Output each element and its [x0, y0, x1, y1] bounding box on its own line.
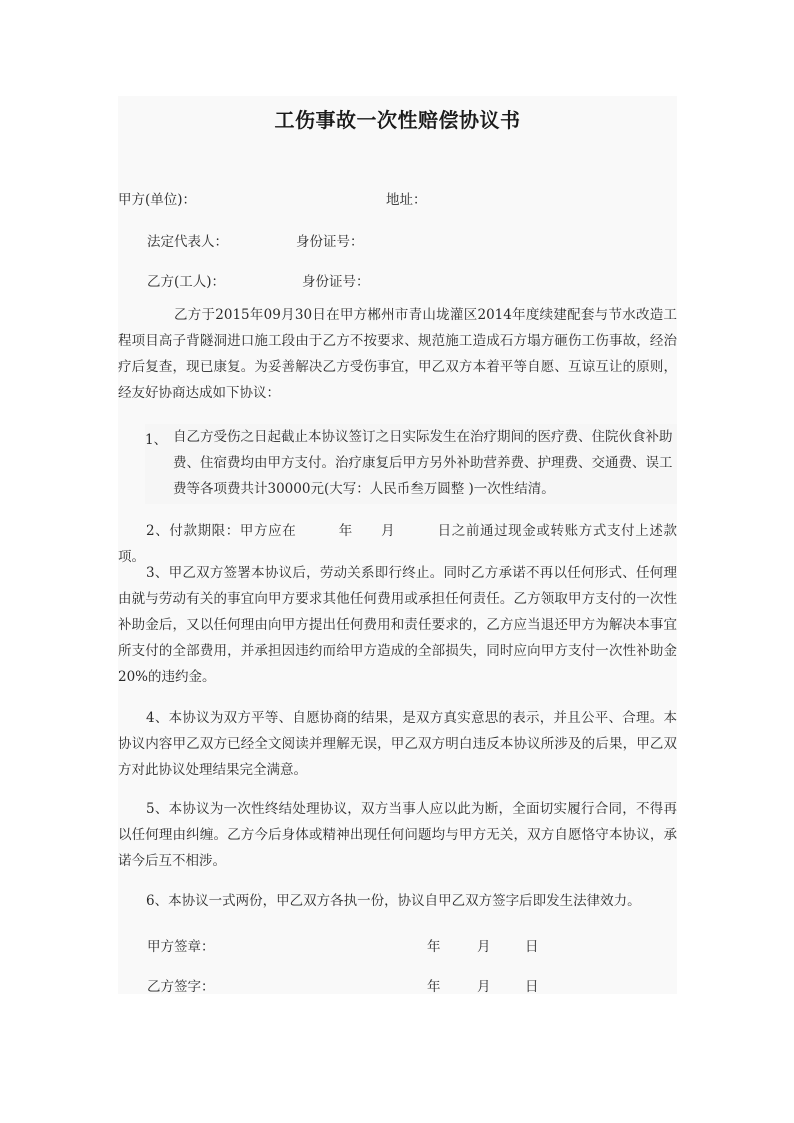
party-a-label: 甲方(单位)：: [118, 192, 197, 208]
signature-label: 甲方签章：: [147, 939, 215, 955]
clause-text: 自乙方受伤之日起截止本协议签订之日实际发生在治疗期间的医疗费、住院伙食补助费、住宿费均由甲方支付。治疗康复后甲方另外补助营养费、护理费、交通费、误工费等各项费共计30000元(大写：人民币叁万圆整 )一次性结清。: [173, 429, 673, 497]
day-label: 日: [525, 979, 539, 995]
clause-text: 本协议为双方平等、自愿协商的结果，是双方真实意思的表示，并且公平、合理。本协议内容甲乙双方已经全文阅读并理解无误，甲乙双方明白违反本协议所涉及的后果，甲乙双方对此协议处理结果完全满意。: [118, 710, 678, 778]
clause-number: 6、: [146, 893, 169, 909]
intro-paragraph: 乙方于2015年09月30日在甲方郴州市青山垅灌区2014年度续建配套与节水改造工程项目高子背隧洞进口施工段由于乙方不按要求、规范施工造成石方塌方砸伤工伤事故，经治疗后复查，现已康复。为妥善解决乙方受伤事宜，甲乙双方本着平等自愿、互谅互让的原则，经友好协商达成如下协议：: [118, 307, 677, 401]
clause-5: [118, 796, 677, 874]
clause-3: [118, 560, 677, 690]
clause-number: 2、: [146, 523, 170, 539]
id-number-label: 身份证号：: [296, 234, 364, 250]
clause-text: 本协议一式两份，甲乙双方各执一份，协议自甲乙双方签字后即发生法律效力。: [168, 893, 641, 909]
legal-rep-label: 法定代表人：: [147, 234, 228, 250]
clause-text: 付款期限：甲方应在 年 月 日之前通过现金或转账方式支付上述款项。: [118, 523, 677, 565]
clause-4: [118, 705, 677, 783]
clause-number: 3、: [146, 565, 169, 581]
signature-label: 乙方签字：: [147, 979, 215, 995]
day-label: 日: [525, 939, 539, 955]
year-label: 年: [427, 939, 441, 955]
clause-number: 1、: [145, 432, 168, 448]
month-label: 月: [477, 939, 491, 955]
month-label: 月: [477, 979, 491, 995]
clause-number: 4、: [146, 710, 169, 726]
address-label: 地址：: [386, 192, 427, 208]
party-b-label: 乙方(工人)：: [147, 274, 226, 290]
year-label: 年: [427, 979, 441, 995]
id-number-label: 身份证号：: [302, 274, 370, 290]
clause-number: 5、: [146, 801, 169, 817]
clause-text: 甲乙双方签署本协议后，劳动关系即行终止。同时乙方承诺不再以任何形式、任何理由就与劳动有关的事宜向甲方要求其他任何费用或承担任何责任。乙方领取甲方支付的一次性补助金后，又以任何理由向甲方提出任何费用和责任要求的，乙方应当退还甲方为解决本事宜所支付的全部费用，并承担因违约而给甲方造成的全部损失，同时应向甲方支付一次性补助金20%的违约金。: [118, 565, 678, 685]
document-title: 工伤事故一次性赔偿协议书: [274, 108, 521, 132]
clause-6: [118, 888, 677, 914]
clause-1: [145, 424, 677, 504]
clause-text: 本协议为一次性终结处理协议，双方当事人应以此为断，全面切实履行合同，不得再以任何理由纠缠。乙方今后身体或精神出现任何问题均与甲方无关，双方自愿恪守本协议，承诺今后互不相涉。: [118, 801, 678, 869]
